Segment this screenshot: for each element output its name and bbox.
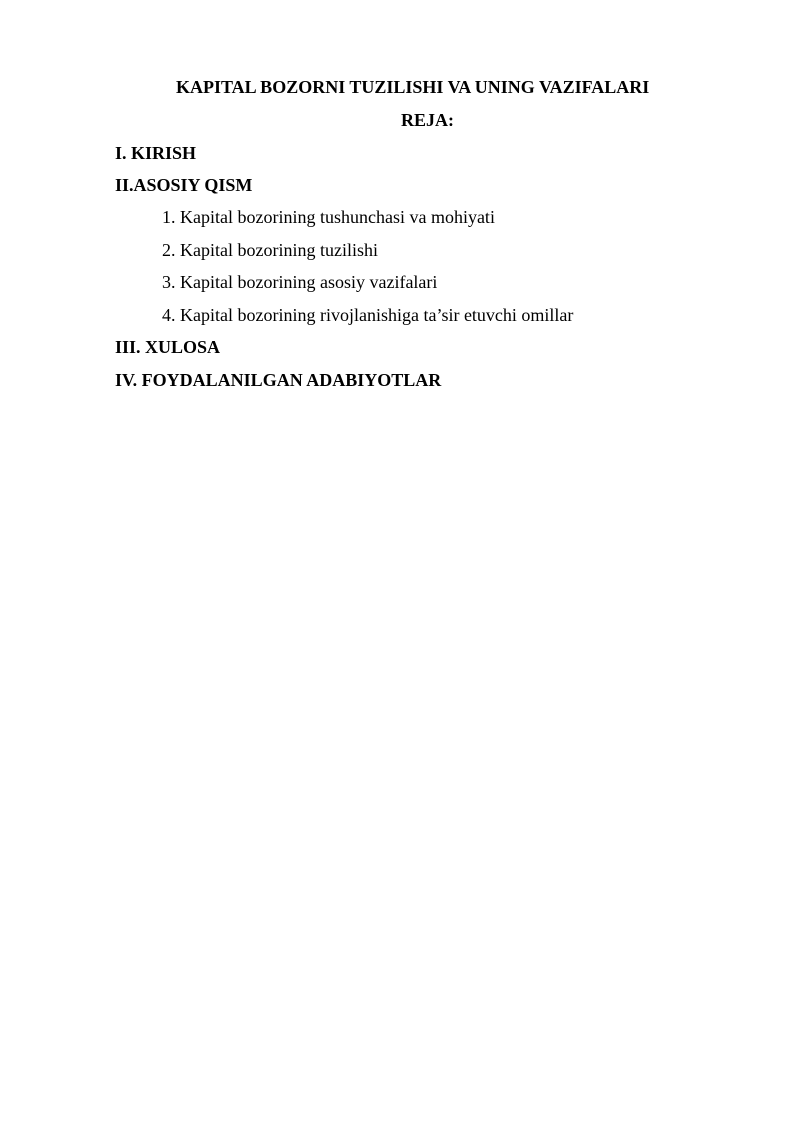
main-item-2: 2. Kapital bozorining tuzilishi bbox=[162, 240, 378, 260]
plan-heading: REJA: bbox=[401, 110, 454, 130]
main-item-1: 1. Kapital bozorining tushunchasi va mohiyati bbox=[162, 207, 495, 227]
document-title: KAPITAL BOZORNI TUZILISHI VA UNING VAZIFALARI bbox=[176, 77, 650, 97]
section-main: II.ASOSIY QISM bbox=[115, 175, 253, 195]
section-intro: I. KIRISH bbox=[115, 143, 197, 163]
main-item-3: 3. Kapital bozorining asosiy vazifalari bbox=[162, 272, 438, 292]
section-references: IV. FOYDALANILGAN ADABIYOTLAR bbox=[115, 370, 442, 390]
main-item-4: 4. Kapital bozorining rivojlanishiga ta’sir etuvchi omillar bbox=[162, 305, 574, 325]
section-conclusion: III. XULOSA bbox=[115, 337, 221, 357]
